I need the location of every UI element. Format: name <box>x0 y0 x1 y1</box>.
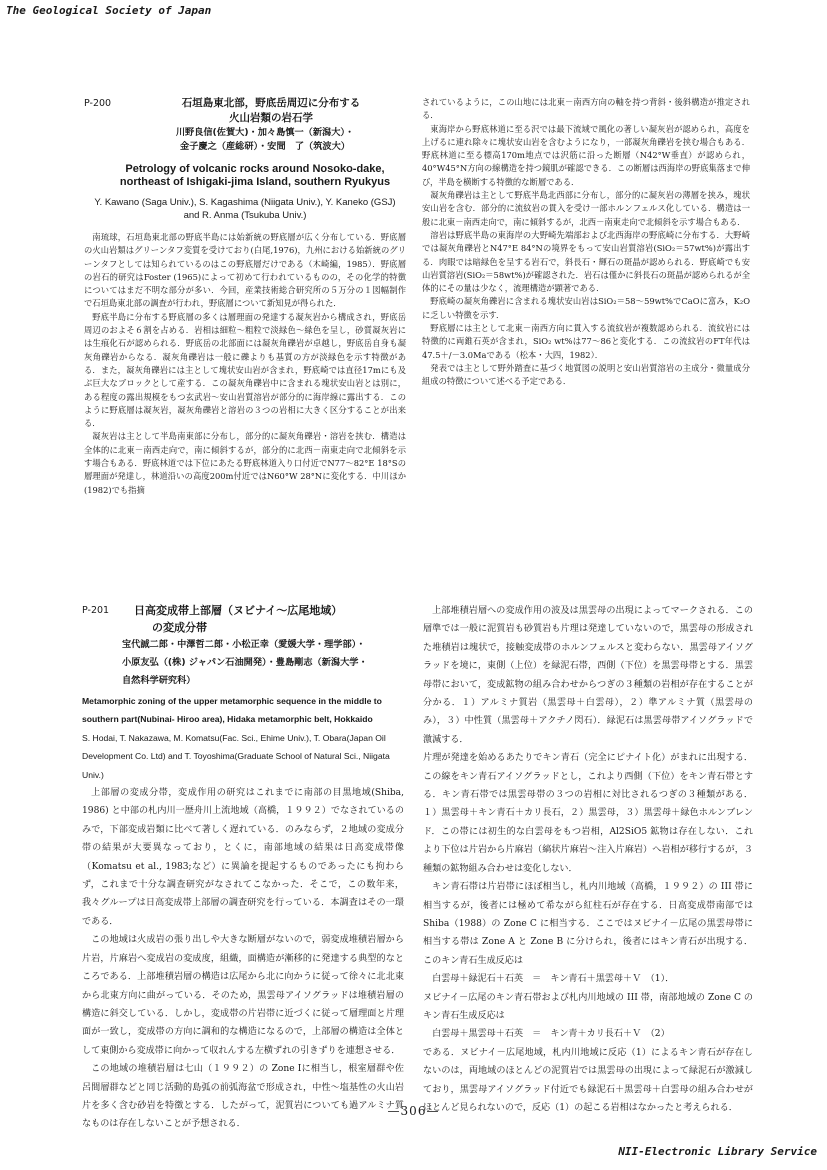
p200-title-en <box>104 163 406 189</box>
p200-right-paragraph: 野底層には主として北東－南西方向に貫入する流紋岩が複数認められる．流紋岩には特徴的に両錐石英が含まれ，SiO₂ wt%は77～86と変化する．この流紋岩のFT年代は47.5＋/－3.0Maである（松本・大四，1982）． <box>422 323 750 360</box>
p201-title-line <box>82 602 404 619</box>
p200-authors-en <box>84 196 406 222</box>
p201-authors-ja-1: 宝代誠二郎・中澤哲二郎・小松正幸（愛媛大学・理学部）・ <box>122 639 366 650</box>
p200-number: P-200 <box>84 98 112 109</box>
p200-title-ja-1: 石垣島東北部，野底岳周辺に分布する <box>181 97 361 109</box>
p201-left-paragraph: この地域は火成岩の張り出しや大きな断層がないので，弱変成堆積岩層から片岩，片麻岩へ変成岩の変成度，組織，面構造が漸移的に発達する典型的なところである．上部堆積岩層の構造は広尾から北に向かうに従って徐々に北北東から北東方向に曲がっている．そのため，黒雲母アイソグラッドは堆積岩層の構造に斜交している．しかし，変成帯の片岩帯に近づくに従って層理面と片理面が一致し，変成帯の方向に調和的な構造になるので，上部層の構造は全体として東側から変成帯に向かって収れんする左横ずれの引きずりを連想させる． <box>82 935 404 1056</box>
p201-right-paragraph: キン青石帯は片岩帯にほぼ相当し，札内川地域（高橋，１９９２）の III 帯に相当するが，後者には極めて希ながら紅柱石が存在する．日高変成帯南部では Shiba（1988）の Zone C に相当する．ここではヌビナイ－広尾の黒雲母帯に相当する帯は Zone A と Zone B に分けられ，後者にはキン青石が出現する．このキン青石生成反応は <box>423 882 753 966</box>
p201-left-paragraph: 上部層の変成分帯，変成作用の研究はこれまでに南部の目黒地域(Shiba, 1986) と中部の札内川一歴舟川上流地域（高橋，１９９２）でなされているのみで，下部変成岩類に比べて著しく遅れている．のみならず，２地域の変成分帯の結果が大要異なっており，とくに，南部地域の結果は日高変成帯像（Komatsu et al., 1983;など）に異論を提起するものであったにも拘わらず，これまで十分な調査研究がなされてこなかった．そこで，この数年来，我々グループは日高変成帯上部層の調査研究を行っている．本調査はその一環である． <box>82 788 404 927</box>
p200-authors-en-1: Y. Kawano (Saga Univ.), S. Kagashima (Niigata Univ.), Y. Kaneko (GSJ) <box>94 197 396 208</box>
p200-right-paragraph: 東海岸から野底林道に至る沢では最下流域で風化の著しい凝灰岩が認められ，高度を上げるに連れ除々に塊状安山岩を含むようになり，一部凝灰角礫岩を挟む場合もある．野底林道に至る標高170m地点では沢筋に沿った断層（N42°W垂直）が認められ，40°W45°N方向の線構造を持つ鏡肌が確認できる．この断層は西海岸の野底集落まで伸び，半島を横断する特徴的な断層である． <box>422 123 750 187</box>
p200-right-paragraph: 凝灰角礫岩は主として野底半島北西部に分布し，部分的に凝灰岩の薄層を挟み，塊状安山岩を含む．部分的に流紋岩の貫入を受け一部ホルンフェルス化している．構造は一般に北東－南西走向で，南に傾斜するが，北西－南東走向で北傾斜を示す場合もある． <box>422 190 750 227</box>
p201-right-paragraph: 上部堆積岩層への変成作用の波及は黒雲母の出現によってマークされる．この層準では一般に泥質岩も砂質岩も片理は発達していないので，黒雲母の形成された堆積岩は塊状で，接触変成帯のホルンフェルスと変わらない．黒雲母アイソグラッドを境に，東側（上位）を緑泥石帯，西側（下位）を黒雲母帯とする．黒雲母帯において，変成鉱物の組み合わせからつぎの３種類の岩相が存在することが分かる．１）アルミナ質岩（黒雲母＋白雲母），２）準アルミナ質（黒雲母のみ），３）中性質（黒雲母＋アクチノ閃石）．緑泥石は黒雲母帯アイソグラッドで激減する． <box>423 606 753 745</box>
p200-authors-ja-1: 川野良信(佐賀大)・加々島慎一（新潟大）・ <box>175 127 355 138</box>
p200-left-body <box>84 231 406 497</box>
p201-title-en: Metamorphic zoning of the upper metamorphic sequence in the middle to southern part(Nubinai- Hiroo area), Hidaka metamorphic belt, Hokkaido <box>82 696 382 725</box>
p200-title-en-2: northeast of Ishigaki-jima Island, southern Ryukyus <box>119 176 391 188</box>
nii-footer: NII-Electronic Library Service <box>618 1145 817 1158</box>
p200-right-paragraph: されているように，この山地には北東－南西方向の軸を持つ背斜・後斜構造が推定される． <box>422 97 750 121</box>
p200-title-ja-2: 火山岩類の岩石学 <box>229 112 313 124</box>
p201-authors-en: S. Hodai, T. Nakazawa, M. Komatsu(Fac. Sci., Ehime Univ.), T. Obara(Japan Oil Development Co. Ltd) and T. Toyoshima(Graduate School of Natural Sci., Niigata Univ.) <box>82 732 390 780</box>
p200-title-en-1: Petrology of volcanic rocks around Nosoko-dake, <box>125 163 385 175</box>
p200-right-paragraph: 溶岩は野底半島の東海岸の大野崎先端部および北西海岸の野底崎に分布する．大野崎では凝灰角礫岩とN47°E 84°Nの境界をもって安山岩質溶岩(SiO₂＝57wt%)が露出する．肉眼では暗緑色を呈する岩石で，斜長石・輝石の斑晶が認められる．野底崎でも安山岩質溶岩(SiO₂＝58wt%)が確認された．岩石は僅かに斜長石の斑晶が認められるが全体的にその量は少なく，流理構造が顕著である． <box>422 229 750 294</box>
p200-left-paragraph: 凝灰岩は主として半島南東部に分布し，部分的に凝灰角礫岩・溶岩を挟む．構造は全体的に北東－南西走向で，南に傾斜するが，部分的に北西－南東走向で北傾斜を示す場合もある．野底林道では下位にあたる野底林道入り口付近でN77～82°E 18°Sの層理面が発達し，林道沿いの高度200m付近ではN60°W 28°Nに変化する．中川ほか(1982)でも指摘 <box>84 431 406 495</box>
p200-right-paragraph: 野底崎の凝灰角礫岩に含まれる塊状安山岩はSiO₂＝58～59wt%でCaOに富み，K₂Oに乏しい特徴を示す． <box>422 296 750 320</box>
p200-left-paragraph: 野底半島に分布する野底層の多くは層理面の発達する凝灰岩から構成され，野底岳周辺のおよそ６割を占める．岩相は細粒～粗粒で淡緑色～緑色を呈し，砂質凝灰岩には生痕化石が認められる．野底岳の北部面には凝灰角礫岩が卓越し，野底岳自身も凝灰角礫岩からなる．凝灰角礫岩は一般に礫よりも基質の方が淡緑色を示す特徴がある．また，凝灰角礫岩には主として塊状安山岩が含まれ，野底崎では直径17mにも及ぶ巨大なブロックとして産する．この凝灰角礫岩中に含まれる塊状安山岩とは別に，ある程度の露出規模をもつ玄武岩～安山岩質溶岩が部分的に海岸線に露出する．このように野底層は凝灰岩，凝灰角礫岩と溶岩の３つの岩相に大きく区分することが出来る． <box>84 311 406 429</box>
p201-authors-ja-3: 自然科学研究科） <box>122 675 196 686</box>
p200-authors-ja-2: 金子慶之（産総研）・安間 了（筑波大） <box>180 141 350 152</box>
page-number: —306— <box>387 1104 440 1118</box>
abstract-p201-left-column <box>82 602 404 1134</box>
p201-right-paragraph: である．ヌビナイ－広尾地域，札内川地域に反応（1）によるキン青石が存在しないのは，両地域のほとんどの泥質岩では黒雲母の出現によって緑泥石が激減しており，黒雲母アイソグラッド付近でも緑泥石＋黒雲母＋白雲母の組み合わせがほとんど見られないので，反応（1）の起こる岩相はなかったと考えられる． <box>423 1047 753 1113</box>
p201-number: P-201 <box>82 605 110 616</box>
abstract-p200-right-column <box>422 96 750 389</box>
p200-authors-en-2: and R. Anma (Tsukuba Univ.) <box>183 210 307 221</box>
p201-left-paragraph: この地域の堆積岩層は七山（１９９２）の Zone Ⅰに相当し，根室層群や佐呂間層群などと同じ活動的島弧の前弧海盆で形成され，中性～塩基性の火山岩片を多く含む砂岩を特徴とする．したがって，泥質岩についても過アルミナ質なものは存在しないことが予想される． <box>82 1064 404 1130</box>
p201-right-paragraph: 片理が発達を始めるあたりでキン青石（完全にピナイト化）がまれに出現する．この線をキン青石アイソグラッドとし，これより西側（下位）をキン青石帯とする．キン青石帯では黒雲母帯の３つの岩相に対比されるつぎの３種類がある．１）黒雲母＋キン青石＋カリ長石，２）黒雲母，３）黒雲母＋緑色ホルンブレンド．この帯には初生的な白雲母をもつ岩相，Al2SiO5 鉱物は存在しない．これより下位は片岩から片麻岩（縞状片麻岩～注入片麻岩）へ岩相が移行するが，３種類の鉱物組み合わせは変化しない． <box>423 753 753 874</box>
abstract-p201-right-column <box>423 602 753 1117</box>
p200-left-paragraph: 南琉球，石垣島東北部の野底半島には始新統の野底層が広く分布している．野底層の火山岩類はグリーンタフ変質を受けており(白尾,1976)，九州における始新統のグリーンタフとしては知られているのはこの野底層だけである（木崎編，1985）．野底層の岩石的研究はFoster (1965)によって初めて行われているものの，その化学的特徴についてはまだ不明な部分が多い．今回，産業技術総合研究所の５万分の１図幅制作で石垣島東北部の調査が行われ，野底層について新知見が得られた． <box>84 232 406 309</box>
abstract-p200-left-column <box>84 96 406 497</box>
p201-right-paragraph: ヌビナイ－広尾のキン青石帯および札内川地域の III 帯，南部地域の Zone C のキン青石生成反応は <box>423 992 753 1021</box>
p200-title-line <box>84 96 406 111</box>
p200-right-paragraph: 発表では主として野外踏査に基づく地質図の説明と安山岩質溶岩の主成分・微量成分組成の特徴について述べる予定である． <box>422 362 750 387</box>
society-header: The Geological Society of Japan <box>6 4 212 17</box>
p201-reaction-1: 白雲母＋緑泥石＋石英 ＝ キン青石＋黒雲母＋Ｖ （1）． <box>432 974 675 985</box>
p201-title-ja-1: 日高変成帯上部層（ヌビナイ～広尾地域） <box>134 604 343 617</box>
p201-reaction-2: 白雲母＋黒雲母＋石英 ＝ キン青＋カリ長石＋Ｖ （2） <box>432 1029 670 1040</box>
p201-title-ja-2: の変成分帯 <box>152 621 207 634</box>
p201-authors-ja-2: 小原友弘（(株) ジャパン石油開発）・豊島剛志（新潟大学・ <box>122 657 368 668</box>
